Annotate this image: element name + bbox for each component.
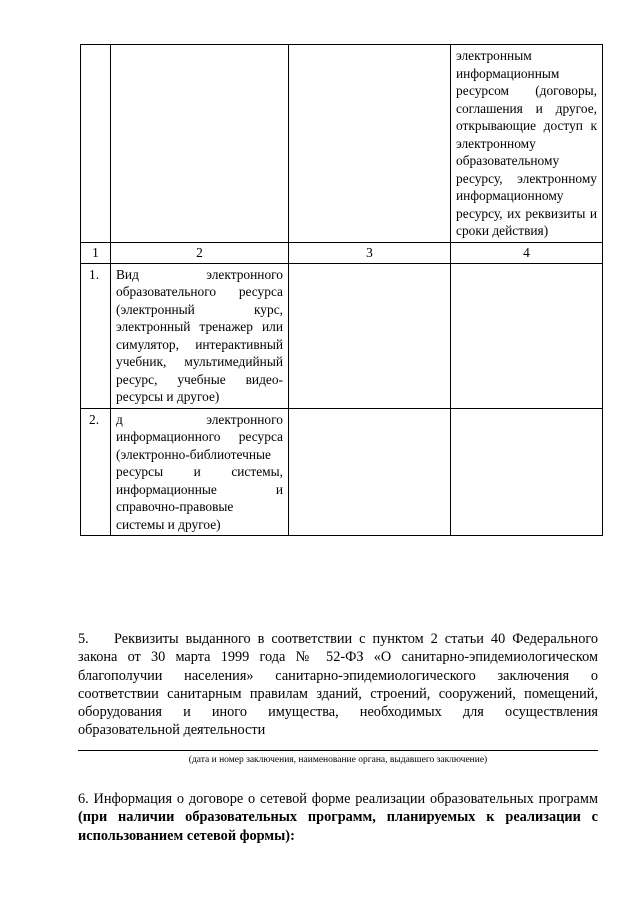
column-number: 3 (289, 242, 451, 263)
section-5-text: Реквизиты выданного в соответствии с пунктом 2 статьи 40 Федерального закона от 30 марта 1999 года № 52-ФЗ «О санитарно-эпидемиологическом благополучии населения» санитарно-эпидемиологического заключения о соответствии санитарным правилам зданий, строений, сооружений, помещений, оборудования и иного имущества, необходимых для осуществления образовательной деятельности (78, 631, 598, 739)
section-5-paragraph (78, 630, 598, 740)
fill-in-caption: (дата и номер заключения, наименование органа, выдавшего заключение) (188, 755, 488, 765)
section-6-paragraph (78, 790, 598, 845)
column-number: 4 (451, 242, 603, 263)
row-description: Вид электронного образовательного ресурса (электронный курс, электронный тренажер или симулятор, интерактивный учебник, мультимедийный ресурс, учебные видео-ресурсы и другое) (111, 263, 289, 408)
cell (111, 45, 289, 243)
cell (81, 45, 111, 243)
table-row (81, 408, 603, 536)
section-5-number: 5. (78, 631, 89, 647)
fill-in-line (78, 750, 598, 751)
row-col4 (451, 263, 603, 408)
row-col3 (289, 408, 451, 536)
resources-table (80, 44, 603, 536)
column-numbers-row (81, 242, 603, 263)
section-6-bold-text: (при наличии образовательных программ, планируемых к реализации с использованием сетевой формы): (78, 809, 598, 844)
row-number: 2. (81, 408, 111, 536)
row-col3 (289, 263, 451, 408)
section-6-text: 6. Информация о договоре о сетевой форме реализации образовательных программ (78, 791, 598, 807)
row-description: д электронного информационного ресурса (электронно-библиотечные ресурсы и системы, информационные и справочно-правовые системы и другое) (111, 408, 289, 536)
column-number: 2 (111, 242, 289, 263)
table-row (81, 263, 603, 408)
cell (289, 45, 451, 243)
row-col4 (451, 408, 603, 536)
row-number: 1. (81, 263, 111, 408)
header-col4-text: электронным информационным ресурсом (договоры, соглашения и другое, открывающие доступ к электронному образовательному ресурсу, электронному информационному ресурсу, их реквизиты и сроки действия) (451, 45, 603, 243)
table-header-continuation-row (81, 45, 603, 243)
column-number: 1 (81, 242, 111, 263)
